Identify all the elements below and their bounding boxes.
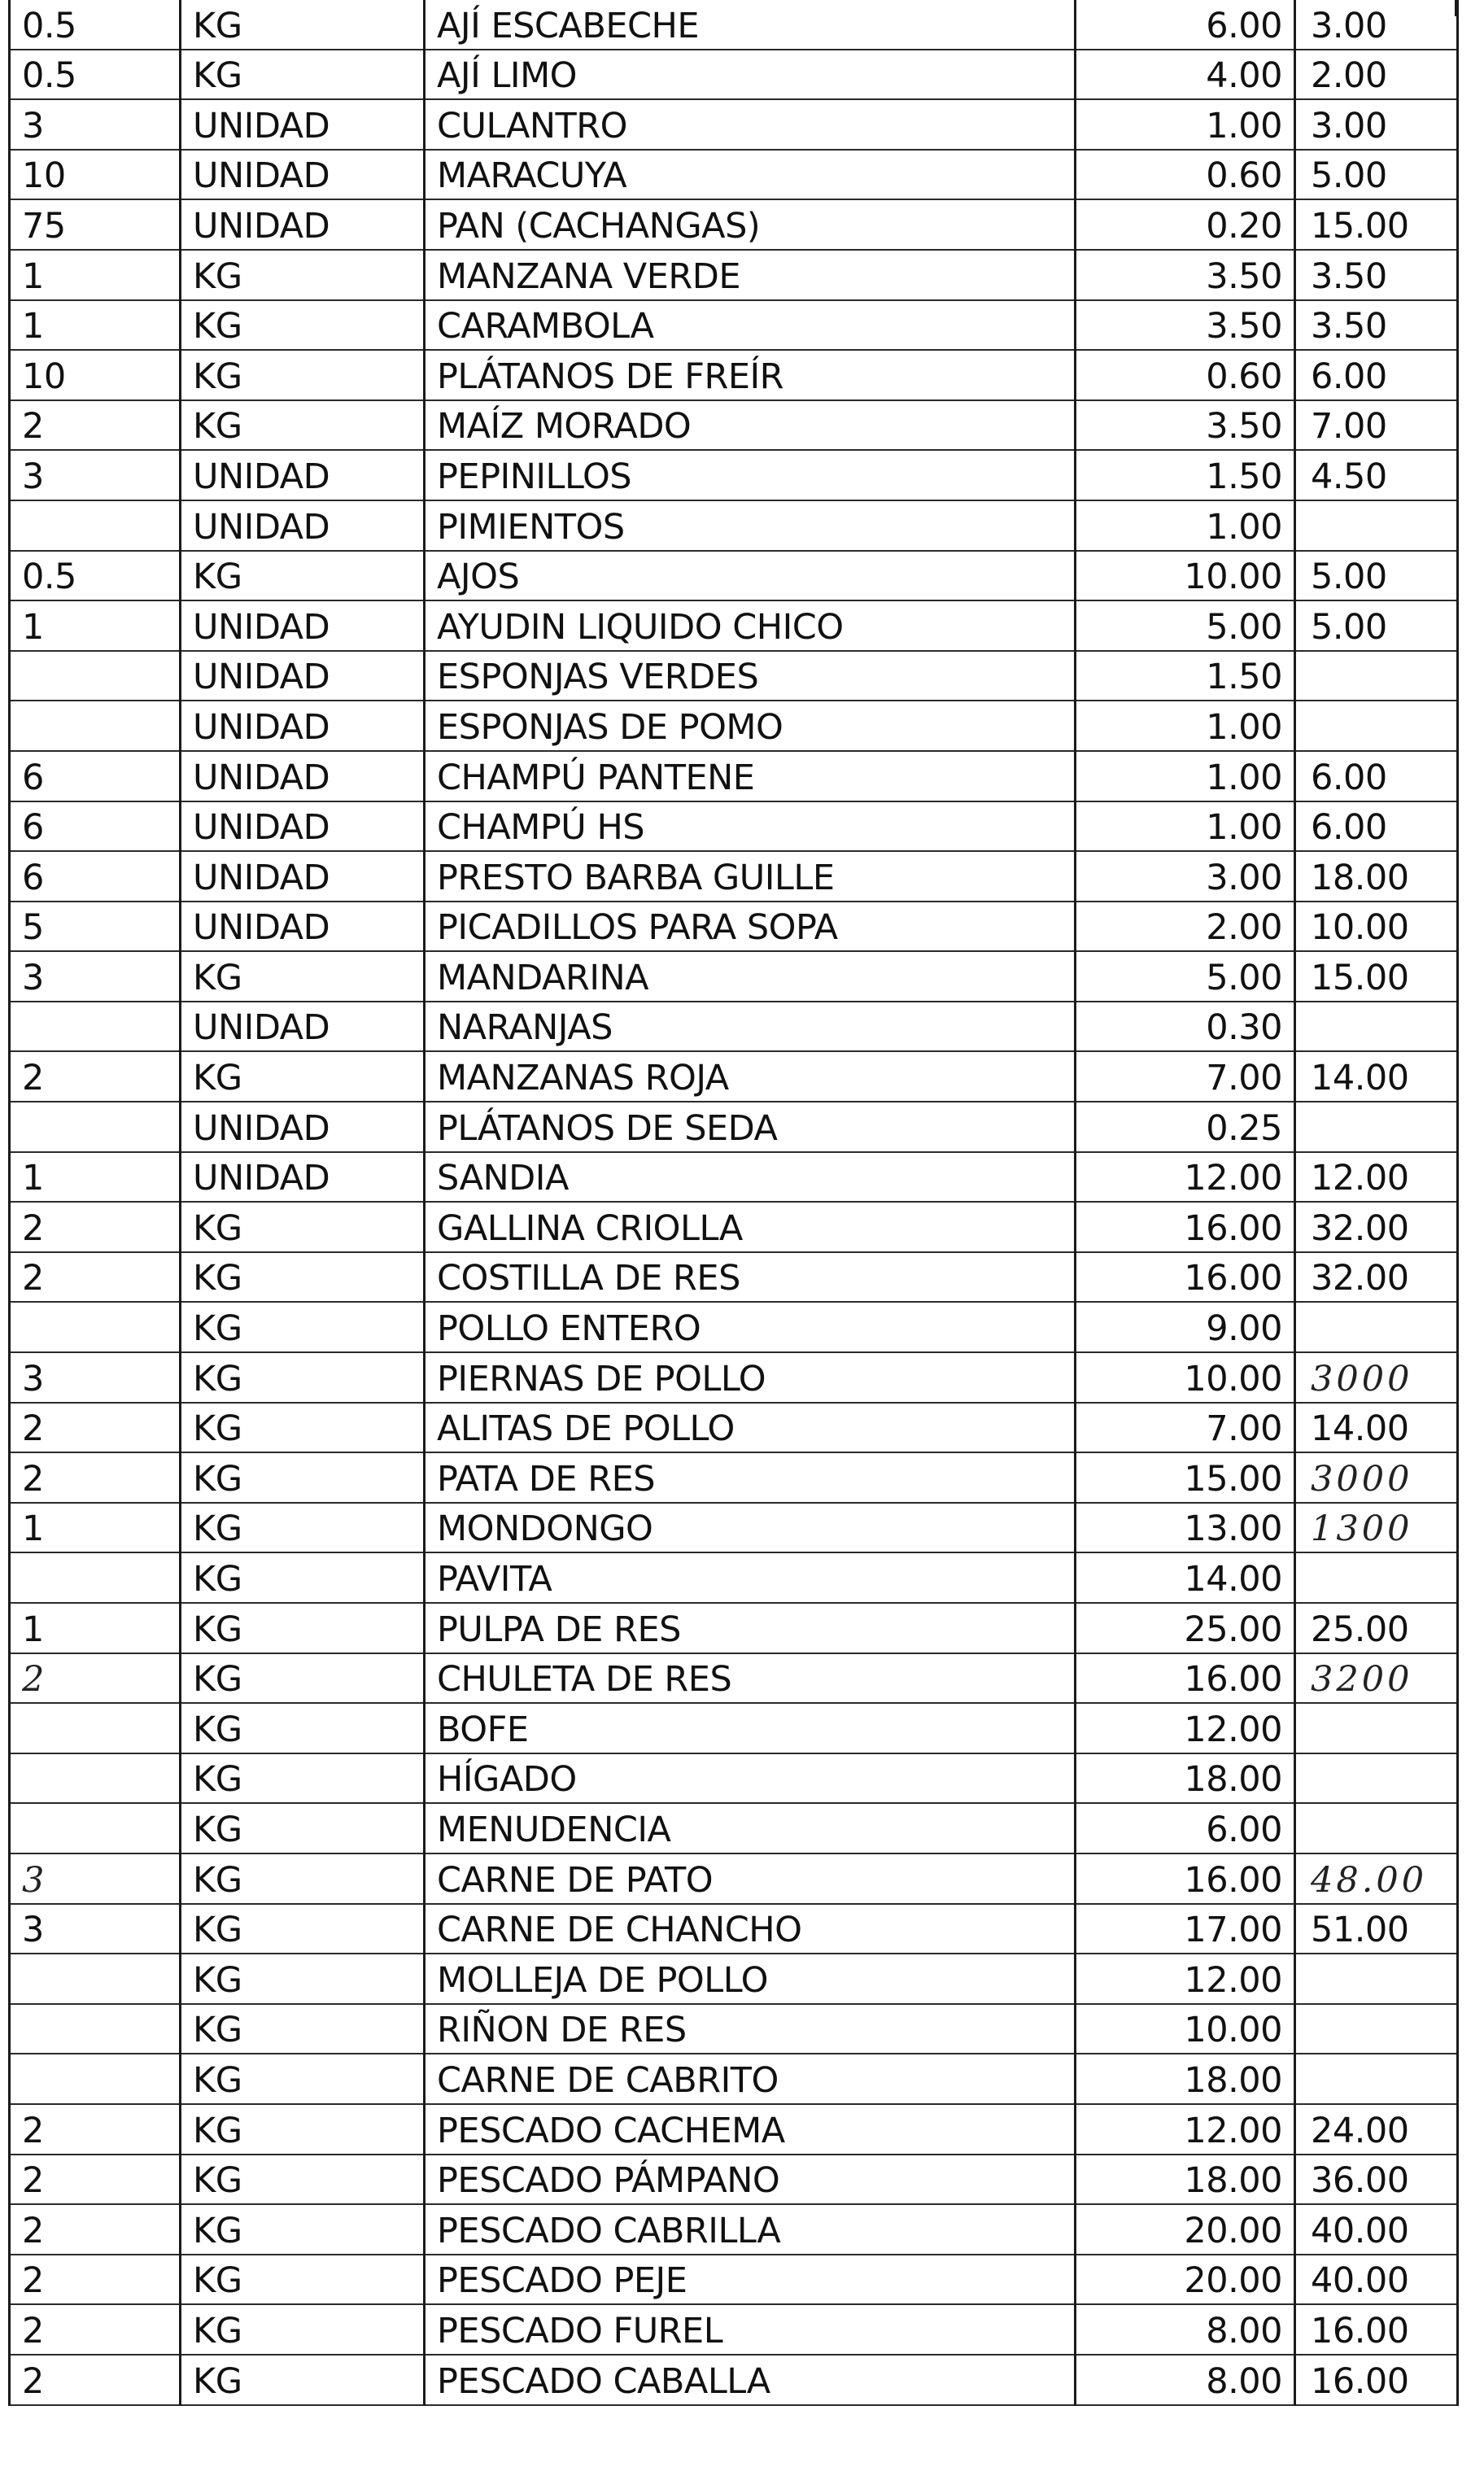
quantity-cell: 2 [10,2204,181,2255]
quantity-cell: 0.5 [10,551,181,601]
unit-price-cell: 6.00 [1076,0,1295,50]
table-row [10,1803,1458,1853]
unit-price-cell: 15.00 [1076,1452,1295,1503]
quantity-cell: 2 [10,1452,181,1503]
line-total-cell: 5.00 [1295,600,1458,651]
unit-cell: UNIDAD [181,450,425,500]
description-cell: CARNE DE CABRITO [425,2054,1076,2104]
unit-price-cell: 14.00 [1076,1552,1295,1603]
unit-cell: KG [181,2004,425,2054]
description-cell: PRESTO BARBA GUILLE [425,851,1076,902]
unit-cell: KG [181,1552,425,1603]
table-row [10,1202,1458,1252]
unit-cell: UNIDAD [181,99,425,150]
quantity-cell: 2 [10,2155,181,2205]
table-row [10,500,1458,551]
table-row [10,701,1458,751]
description-cell: HÍGADO [425,1753,1076,1804]
line-total-cell: 15.00 [1295,199,1458,250]
table-row [10,150,1458,200]
unit-cell: KG [181,250,425,300]
unit-price-cell: 8.00 [1076,2304,1295,2355]
table-row [10,902,1458,952]
description-cell: MENUDENCIA [425,1803,1076,1853]
quantity-cell: 3 [10,951,181,1002]
unit-price-cell: 3.50 [1076,300,1295,351]
table-row [10,300,1458,351]
quantity-cell [10,1703,181,1753]
unit-price-cell: 8.00 [1076,2355,1295,2405]
unit-cell: UNIDAD [181,902,425,952]
line-total-cell: 51.00 [1295,1904,1458,1954]
description-cell: AJÍ LIMO [425,50,1076,100]
line-total-cell [1295,1552,1458,1603]
table-row [10,99,1458,150]
unit-cell: KG [181,0,425,50]
quantity-cell [10,2054,181,2104]
line-total-cell: 7.00 [1295,400,1458,451]
unit-price-cell: 12.00 [1076,2104,1295,2155]
table-row [10,2355,1458,2405]
line-total-cell: 16.00 [1295,2304,1458,2355]
unit-price-cell: 7.00 [1076,1403,1295,1453]
unit-cell: KG [181,1653,425,1704]
line-total-cell [1295,1302,1458,1352]
description-cell: CHAMPÚ PANTENE [425,751,1076,801]
description-cell: NARANJAS [425,1002,1076,1052]
unit-price-cell: 3.50 [1076,250,1295,300]
unit-cell: KG [181,1051,425,1102]
unit-price-cell: 16.00 [1076,1853,1295,1904]
unit-cell: KG [181,951,425,1002]
line-total-cell: 5.00 [1295,551,1458,601]
unit-cell: KG [181,300,425,351]
line-total-cell: 6.00 [1295,751,1458,801]
unit-price-cell: 1.50 [1076,651,1295,701]
unit-price-cell: 7.00 [1076,1051,1295,1102]
quantity-cell: 2 [10,2304,181,2355]
description-cell: POLLO ENTERO [425,1302,1076,1352]
unit-cell: UNIDAD [181,1002,425,1052]
quantity-cell: 2 [10,2355,181,2405]
description-cell: RIÑON DE RES [425,2004,1076,2054]
unit-cell: KG [181,350,425,400]
quantity-cell: 3 [10,99,181,150]
description-cell: PLÁTANOS DE FREÍR [425,350,1076,400]
quantity-cell [10,1552,181,1603]
table-row [10,1753,1458,1804]
line-total-cell: 3200 [1295,1653,1458,1704]
quantity-cell: 0.5 [10,0,181,50]
description-cell: PESCADO CABALLA [425,2355,1076,2405]
unit-cell: KG [181,1302,425,1352]
description-cell: GALLINA CRIOLLA [425,1202,1076,1252]
table-row [10,2104,1458,2155]
table-row [10,2204,1458,2255]
quantity-cell: 75 [10,199,181,250]
quantity-cell: 2 [10,1252,181,1303]
line-total-cell: 24.00 [1295,2104,1458,2155]
line-total-cell [1295,1803,1458,1853]
description-cell: CARAMBOLA [425,300,1076,351]
unit-cell: UNIDAD [181,199,425,250]
unit-cell: KG [181,2355,425,2405]
unit-cell: KG [181,551,425,601]
unit-cell: UNIDAD [181,150,425,200]
table-row [10,851,1458,902]
line-total-cell: 14.00 [1295,1403,1458,1453]
table-row [10,1452,1458,1503]
unit-price-cell: 0.60 [1076,150,1295,200]
description-cell: AJÍ ESCABECHE [425,0,1076,50]
unit-price-cell: 9.00 [1076,1302,1295,1352]
unit-cell: KG [181,1803,425,1853]
unit-price-cell: 12.00 [1076,1954,1295,2004]
line-total-cell [1295,1954,1458,2004]
unit-price-cell: 5.00 [1076,600,1295,651]
table-row [10,551,1458,601]
unit-price-cell: 1.00 [1076,801,1295,852]
unit-price-cell: 20.00 [1076,2255,1295,2305]
unit-price-cell: 5.00 [1076,951,1295,1002]
unit-cell: KG [181,1954,425,2004]
unit-price-cell: 0.30 [1076,1002,1295,1052]
table-row [10,1653,1458,1704]
quantity-cell: 2 [10,1653,181,1704]
price-list-sheet [8,0,1456,2480]
line-total-cell: 36.00 [1295,2155,1458,2205]
line-total-cell: 40.00 [1295,2255,1458,2305]
unit-cell: KG [181,1853,425,1904]
table-row [10,450,1458,500]
unit-price-cell: 0.20 [1076,199,1295,250]
line-total-cell [1295,1102,1458,1152]
description-cell: CULANTRO [425,99,1076,150]
unit-price-cell: 25.00 [1076,1603,1295,1653]
table-row [10,1403,1458,1453]
unit-cell: KG [181,2155,425,2205]
unit-cell: KG [181,1753,425,1804]
unit-price-cell: 10.00 [1076,551,1295,601]
unit-cell: KG [181,2204,425,2255]
line-total-cell [1295,651,1458,701]
quantity-cell [10,1302,181,1352]
description-cell: MARACUYA [425,150,1076,200]
quantity-cell: 3 [10,1904,181,1954]
description-cell: PEPINILLOS [425,450,1076,500]
description-cell: PULPA DE RES [425,1603,1076,1653]
line-total-cell: 4.50 [1295,450,1458,500]
quantity-cell [10,2004,181,2054]
unit-price-cell: 16.00 [1076,1653,1295,1704]
description-cell: SANDIA [425,1152,1076,1203]
price-list-body [10,0,1458,2405]
line-total-cell: 3000 [1295,1452,1458,1503]
table-row [10,199,1458,250]
unit-cell: KG [181,1703,425,1753]
price-list-table [8,0,1459,2406]
unit-price-cell: 13.00 [1076,1503,1295,1553]
quantity-cell [10,1102,181,1152]
quantity-cell: 2 [10,2104,181,2155]
unit-price-cell: 1.00 [1076,751,1295,801]
table-row [10,1252,1458,1303]
quantity-cell: 1 [10,1603,181,1653]
quantity-cell: 5 [10,902,181,952]
line-total-cell: 16.00 [1295,2355,1458,2405]
line-total-cell: 2.00 [1295,50,1458,100]
table-row [10,1853,1458,1904]
table-row [10,1603,1458,1653]
description-cell: ESPONJAS VERDES [425,651,1076,701]
table-row [10,801,1458,852]
table-row [10,1954,1458,2004]
line-total-cell: 12.00 [1295,1152,1458,1203]
unit-cell: UNIDAD [181,751,425,801]
unit-price-cell: 1.00 [1076,701,1295,751]
description-cell: PESCADO PÁMPANO [425,2155,1076,2205]
line-total-cell [1295,701,1458,751]
description-cell: CARNE DE CHANCHO [425,1904,1076,1954]
unit-cell: UNIDAD [181,1152,425,1203]
unit-cell: UNIDAD [181,801,425,852]
quantity-cell: 2 [10,1403,181,1453]
unit-cell: KG [181,2104,425,2155]
unit-cell: UNIDAD [181,1102,425,1152]
line-total-cell: 25.00 [1295,1603,1458,1653]
line-total-cell: 18.00 [1295,851,1458,902]
table-row [10,350,1458,400]
unit-cell: UNIDAD [181,651,425,701]
description-cell: PLÁTANOS DE SEDA [425,1102,1076,1152]
line-total-cell: 3.00 [1295,99,1458,150]
unit-cell: UNIDAD [181,701,425,751]
unit-cell: UNIDAD [181,851,425,902]
unit-price-cell: 17.00 [1076,1904,1295,1954]
table-row [10,2004,1458,2054]
line-total-cell [1295,2054,1458,2104]
description-cell: MOLLEJA DE POLLO [425,1954,1076,2004]
quantity-cell [10,1803,181,1853]
table-row [10,1002,1458,1052]
line-total-cell [1295,1753,1458,1804]
unit-cell: KG [181,50,425,100]
line-total-cell: 10.00 [1295,902,1458,952]
description-cell: PAVITA [425,1552,1076,1603]
table-row [10,600,1458,651]
unit-price-cell: 1.50 [1076,450,1295,500]
unit-price-cell: 0.25 [1076,1102,1295,1152]
quantity-cell [10,701,181,751]
unit-cell: KG [181,2255,425,2305]
quantity-cell: 3 [10,450,181,500]
line-total-cell: 32.00 [1295,1202,1458,1252]
table-row [10,250,1458,300]
table-row [10,1152,1458,1203]
description-cell: PATA DE RES [425,1452,1076,1503]
unit-cell: KG [181,2304,425,2355]
table-row [10,50,1458,100]
quantity-cell [10,500,181,551]
description-cell: PESCADO CACHEMA [425,2104,1076,2155]
unit-price-cell: 1.00 [1076,500,1295,551]
line-total-cell: 48.00 [1295,1853,1458,1904]
line-total-cell: 3.00 [1295,0,1458,50]
quantity-cell: 2 [10,2255,181,2305]
top-right-rule [1455,0,1457,16]
quantity-cell: 0.5 [10,50,181,100]
line-total-cell: 40.00 [1295,2204,1458,2255]
description-cell: PAN (CACHANGAS) [425,199,1076,250]
description-cell: MANZANAS ROJA [425,1051,1076,1102]
unit-cell: KG [181,1603,425,1653]
quantity-cell: 3 [10,1853,181,1904]
unit-price-cell: 1.00 [1076,99,1295,150]
table-row [10,0,1458,50]
line-total-cell [1295,2004,1458,2054]
table-row [10,1552,1458,1603]
description-cell: PESCADO PEJE [425,2255,1076,2305]
description-cell: PESCADO CABRILLA [425,2204,1076,2255]
unit-cell: UNIDAD [181,600,425,651]
quantity-cell: 1 [10,1503,181,1553]
unit-price-cell: 18.00 [1076,2155,1295,2205]
line-total-cell: 3.50 [1295,300,1458,351]
quantity-cell: 6 [10,751,181,801]
description-cell: PESCADO FUREL [425,2304,1076,2355]
quantity-cell: 2 [10,400,181,451]
table-row [10,951,1458,1002]
description-cell: PICADILLOS PARA SOPA [425,902,1076,952]
table-row [10,400,1458,451]
unit-cell: KG [181,1352,425,1403]
quantity-cell: 1 [10,250,181,300]
unit-price-cell: 3.00 [1076,851,1295,902]
table-row [10,2304,1458,2355]
description-cell: CHULETA DE RES [425,1653,1076,1704]
quantity-cell: 1 [10,1152,181,1203]
description-cell: MANDARINA [425,951,1076,1002]
description-cell: COSTILLA DE RES [425,1252,1076,1303]
line-total-cell [1295,1002,1458,1052]
quantity-cell: 6 [10,801,181,852]
quantity-cell: 10 [10,150,181,200]
quantity-cell [10,1753,181,1804]
line-total-cell [1295,1703,1458,1753]
quantity-cell: 6 [10,851,181,902]
unit-price-cell: 6.00 [1076,1803,1295,1853]
unit-price-cell: 20.00 [1076,2204,1295,2255]
description-cell: BOFE [425,1703,1076,1753]
table-row [10,651,1458,701]
unit-cell: KG [181,1202,425,1252]
unit-price-cell: 18.00 [1076,2054,1295,2104]
unit-price-cell: 4.00 [1076,50,1295,100]
unit-price-cell: 12.00 [1076,1703,1295,1753]
unit-cell: KG [181,1452,425,1503]
unit-price-cell: 10.00 [1076,2004,1295,2054]
line-total-cell: 3000 [1295,1352,1458,1403]
description-cell: CHAMPÚ HS [425,801,1076,852]
description-cell: ALITAS DE POLLO [425,1403,1076,1453]
description-cell: ESPONJAS DE POMO [425,701,1076,751]
table-row [10,1352,1458,1403]
quantity-cell: 3 [10,1352,181,1403]
line-total-cell: 32.00 [1295,1252,1458,1303]
unit-price-cell: 16.00 [1076,1202,1295,1252]
quantity-cell [10,1002,181,1052]
unit-price-cell: 18.00 [1076,1753,1295,1804]
unit-price-cell: 3.50 [1076,400,1295,451]
line-total-cell: 6.00 [1295,350,1458,400]
description-cell: CARNE DE PATO [425,1853,1076,1904]
quantity-cell: 2 [10,1051,181,1102]
unit-cell: KG [181,1252,425,1303]
unit-price-cell: 10.00 [1076,1352,1295,1403]
description-cell: AJOS [425,551,1076,601]
unit-cell: KG [181,1503,425,1553]
description-cell: MAÍZ MORADO [425,400,1076,451]
unit-cell: KG [181,1403,425,1453]
unit-cell: UNIDAD [181,500,425,551]
description-cell: PIMIENTOS [425,500,1076,551]
line-total-cell: 14.00 [1295,1051,1458,1102]
table-row [10,1904,1458,1954]
table-row [10,1102,1458,1152]
table-row [10,751,1458,801]
table-row [10,1703,1458,1753]
unit-price-cell: 2.00 [1076,902,1295,952]
description-cell: PIERNAS DE POLLO [425,1352,1076,1403]
table-row [10,1503,1458,1553]
unit-cell: KG [181,1904,425,1954]
table-row [10,1302,1458,1352]
quantity-cell: 1 [10,600,181,651]
line-total-cell: 15.00 [1295,951,1458,1002]
quantity-cell [10,1954,181,2004]
unit-cell: KG [181,2054,425,2104]
table-row [10,1051,1458,1102]
quantity-cell: 2 [10,1202,181,1252]
quantity-cell: 1 [10,300,181,351]
unit-price-cell: 12.00 [1076,1152,1295,1203]
description-cell: MANZANA VERDE [425,250,1076,300]
quantity-cell [10,651,181,701]
description-cell: AYUDIN LIQUIDO CHICO [425,600,1076,651]
table-row [10,2255,1458,2305]
description-cell: MONDONGO [425,1503,1076,1553]
unit-price-cell: 16.00 [1076,1252,1295,1303]
line-total-cell: 6.00 [1295,801,1458,852]
line-total-cell: 5.00 [1295,150,1458,200]
unit-cell: KG [181,400,425,451]
line-total-cell [1295,500,1458,551]
table-row [10,2054,1458,2104]
table-row [10,2155,1458,2205]
quantity-cell: 10 [10,350,181,400]
line-total-cell: 3.50 [1295,250,1458,300]
unit-price-cell: 0.60 [1076,350,1295,400]
line-total-cell: 1300 [1295,1503,1458,1553]
